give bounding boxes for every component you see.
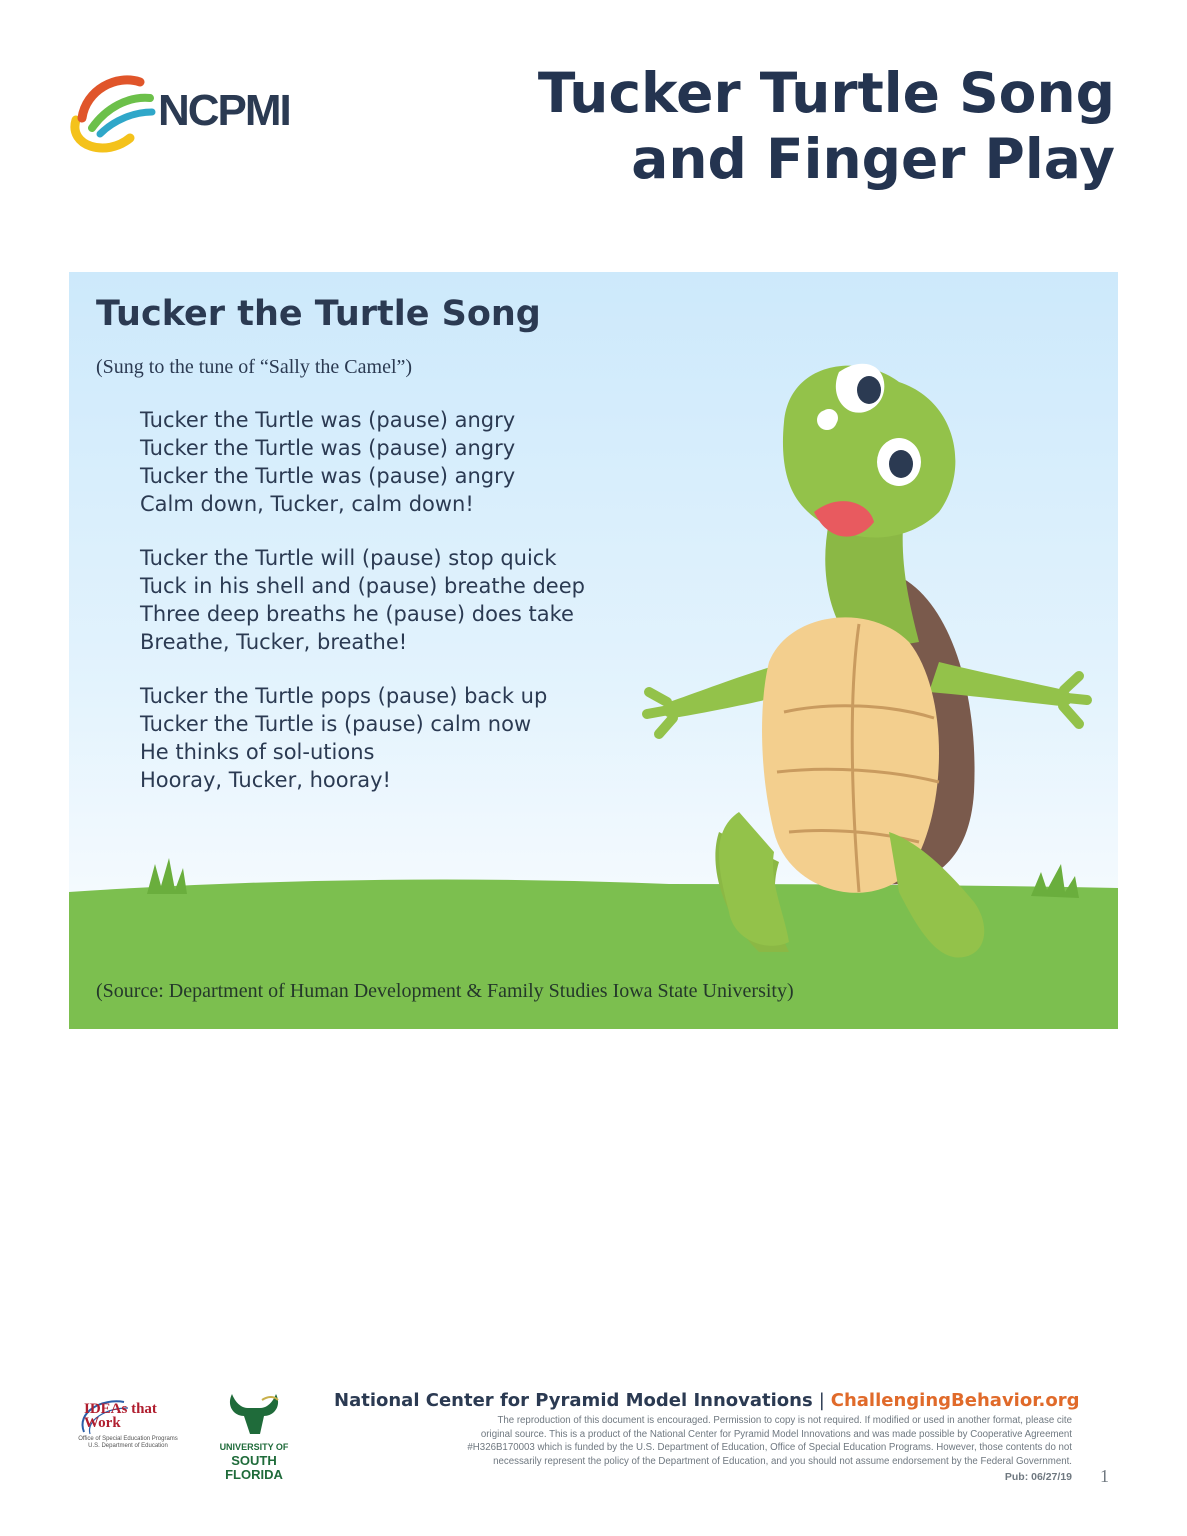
verse [140, 544, 700, 656]
lyric-line: Three deep breaths he (pause) does take [140, 602, 574, 626]
lyric-line: Hooray, Tucker, hooray! [140, 768, 391, 792]
lyric-line: Calm down, Tucker, calm down! [140, 492, 474, 516]
lyric-line: Breathe, Tucker, breathe! [140, 630, 408, 654]
ideas-subtext: Office of Special Education Programs U.S. Department of Education [78, 1436, 178, 1449]
footer-org-line [334, 1390, 1080, 1411]
lyric-line: Tuck in his shell and (pause) breathe deep [140, 574, 585, 598]
song-title: Tucker the Turtle Song [96, 294, 541, 334]
turtle-character [647, 364, 1087, 958]
disclaimer [334, 1414, 1072, 1468]
lyric-line: Tucker the Turtle was (pause) angry [140, 464, 516, 488]
lyric-line: Tucker the Turtle was (pause) angry [140, 408, 516, 432]
title-line-1: Tucker Turtle Song [537, 61, 1115, 125]
ideas-that-work-logo [72, 1392, 178, 1472]
ideas-logo-text: IDEAs that Work [84, 1401, 157, 1431]
disclaimer-line: The reproduction of this document is encouraged. Permission to copy is not required. If modified or used in another format, please cite [497, 1415, 1072, 1426]
website-link[interactable]: ChallengingBehavior.org [830, 1390, 1080, 1411]
ncpmi-swirl-icon [66, 68, 156, 158]
grass-tuft [1031, 864, 1079, 898]
lyrics [140, 406, 700, 820]
org-name: National Center for Pyramid Model Innovations [334, 1390, 813, 1411]
lyric-line: Tucker the Turtle will (pause) stop quick [140, 546, 557, 570]
usf-logo [204, 1386, 304, 1482]
disclaimer-line: necessarily represent the policy of the Department of Education, and you should not assume endorsement by the Federal Government. [493, 1455, 1072, 1467]
lyric-line: He thinks of sol-utions [140, 740, 375, 764]
song-panel [69, 272, 1118, 1029]
verse [140, 406, 700, 518]
song-subtitle: (Sung to the tune of “Sally the Camel”) [96, 356, 413, 378]
lyric-line: Tucker the Turtle is (pause) calm now [140, 712, 532, 736]
usf-logo-text [204, 1440, 304, 1482]
page-title [475, 60, 1115, 192]
lyric-line: Tucker the Turtle pops (pause) back up [140, 684, 548, 708]
page-number: 1 [1100, 1466, 1109, 1486]
source-citation: (Source: Department of Human Development & Family Studies Iowa State University) [96, 980, 794, 1002]
title-line-2: and Finger Play [631, 127, 1115, 191]
logo-text: NCPMI [158, 86, 290, 135]
usf-line-2: SOUTH FLORIDA [225, 1453, 283, 1482]
pub-date: Pub: 06/27/19 [1004, 1471, 1072, 1483]
disclaimer-line: original source. This is a product of the National Center for Pyramid Model Innovations and was made possible by Cooperative Agreement [480, 1428, 1072, 1440]
usf-bull-icon [204, 1386, 304, 1440]
verse [140, 682, 700, 794]
ncpmi-logo [66, 68, 306, 158]
usf-line-1: UNIVERSITY OF [219, 1442, 289, 1452]
separator: | [818, 1390, 825, 1411]
grass-tuft [147, 858, 187, 894]
footer-logos [72, 1386, 312, 1482]
lyric-line: Tucker the Turtle was (pause) angry [140, 436, 516, 460]
disclaimer-line: #H326B170003 which is funded by the U.S. Department of Education, Office of Special Education Programs. However, those contents do not [467, 1442, 1072, 1453]
